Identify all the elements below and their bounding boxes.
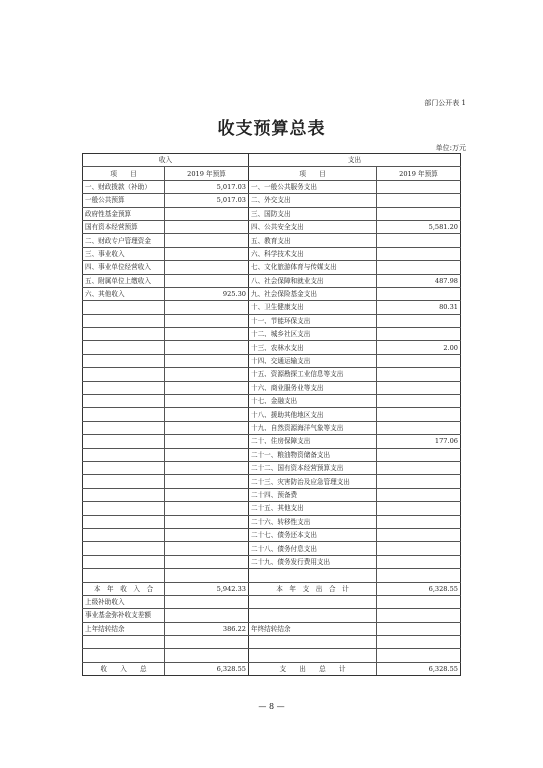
table-row — [83, 354, 461, 367]
income-budget-cell — [165, 488, 249, 501]
expense-item-cell: 二十五、其他支出 — [249, 502, 377, 515]
expense-item-cell: 九、社会保险基金支出 — [249, 287, 377, 300]
expense-budget-cell — [377, 247, 461, 260]
income-budget-cell — [165, 234, 249, 247]
income-budget-cell — [165, 395, 249, 408]
income-budget-cell — [165, 421, 249, 434]
expense-budget-cell — [377, 528, 461, 541]
expense-item-cell: 年终结转结余 — [249, 622, 377, 635]
table-row — [83, 234, 461, 247]
expense-item-cell: 二十九、债务发行费用支出 — [249, 555, 377, 568]
expense-group-header: 支出 — [249, 154, 461, 167]
expense-budget-cell: 6,328.55 — [377, 582, 461, 595]
income-item-cell: 国有资本经营预算 — [83, 220, 165, 233]
expense-item-cell: 四、公共安全支出 — [249, 220, 377, 233]
income-item-cell: 四、事业单位经营收入 — [83, 261, 165, 274]
table-row — [83, 461, 461, 474]
expense-budget-cell — [377, 234, 461, 247]
expense-budget-cell: 6,328.55 — [377, 662, 461, 675]
table-row — [83, 609, 461, 622]
expense-item-cell: 十一、节能环保支出 — [249, 314, 377, 327]
table-row — [83, 368, 461, 381]
income-item-cell — [83, 421, 165, 434]
income-item-cell — [83, 395, 165, 408]
table-row — [83, 595, 461, 608]
budget-table-body — [83, 154, 461, 676]
table-row — [83, 475, 461, 488]
expense-item-cell: 二十三、灾害防治及应急管理支出 — [249, 475, 377, 488]
page-number: — 8 — — [258, 702, 285, 711]
expense-item-cell: 八、社会保障和就业支出 — [249, 274, 377, 287]
income-group-header: 收入 — [83, 154, 249, 167]
income-budget-cell — [165, 381, 249, 394]
income-item-cell — [83, 341, 165, 354]
expense-item-cell: 二十一、粮油物资储备支出 — [249, 448, 377, 461]
table-row — [83, 261, 461, 274]
expense-item-cell: 二十八、债务付息支出 — [249, 542, 377, 555]
income-item-cell — [83, 475, 165, 488]
income-item-header: 项 目 — [83, 167, 165, 180]
income-budget-cell — [165, 595, 249, 608]
income-item-cell — [83, 435, 165, 448]
expense-item-cell — [249, 569, 377, 582]
income-item-cell — [83, 515, 165, 528]
expense-item-cell: 十、卫生健康支出 — [249, 301, 377, 314]
expense-budget-cell: 487.98 — [377, 274, 461, 287]
expense-item-cell: 本 年 支 出 合 计 — [249, 582, 377, 595]
group-header-row — [83, 154, 461, 167]
expense-item-cell: 十六、商业服务业等支出 — [249, 381, 377, 394]
table-row — [83, 247, 461, 260]
income-item-cell — [83, 328, 165, 341]
table-row — [83, 328, 461, 341]
expense-budget-cell — [377, 475, 461, 488]
expense-budget-cell — [377, 448, 461, 461]
table-row — [83, 502, 461, 515]
income-item-cell — [83, 314, 165, 327]
table-row — [83, 528, 461, 541]
table-row — [83, 555, 461, 568]
expense-item-cell: 二、外交支出 — [249, 194, 377, 207]
table-row — [83, 582, 461, 595]
table-row — [83, 435, 461, 448]
table-row — [83, 622, 461, 635]
expense-item-cell: 二十四、预备费 — [249, 488, 377, 501]
income-budget-cell — [165, 649, 249, 662]
income-budget-cell — [165, 247, 249, 260]
income-item-cell — [83, 542, 165, 555]
page-title: 收支预算总表 — [217, 119, 326, 139]
income-budget-cell — [165, 408, 249, 421]
expense-item-cell: 二十、住房保障支出 — [249, 435, 377, 448]
table-row — [83, 649, 461, 662]
income-item-cell: 上年结转结余 — [83, 622, 165, 635]
income-budget-cell: 5,942.33 — [165, 582, 249, 595]
income-item-cell: 三、事业收入 — [83, 247, 165, 260]
income-item-cell — [83, 368, 165, 381]
income-item-cell: 一、财政拨款（补助） — [83, 180, 165, 193]
table-row — [83, 287, 461, 300]
income-item-cell: 本 年 收 入 合 — [83, 582, 165, 595]
table-row — [83, 542, 461, 555]
table-row — [83, 314, 461, 327]
expense-item-cell: 十三、农林水支出 — [249, 341, 377, 354]
expense-budget-cell — [377, 636, 461, 649]
income-budget-cell: 6,328.55 — [165, 662, 249, 675]
income-budget-cell — [165, 207, 249, 220]
income-item-cell: 五、附属单位上缴收入 — [83, 274, 165, 287]
expense-item-cell: 十九、自然资源海洋气象等支出 — [249, 421, 377, 434]
income-budget-cell: 5,017.03 — [165, 194, 249, 207]
income-item-cell — [83, 649, 165, 662]
income-budget-cell — [165, 542, 249, 555]
income-budget-cell — [165, 515, 249, 528]
income-budget-header: 2019 年预算 — [165, 167, 249, 180]
income-budget-cell — [165, 314, 249, 327]
income-budget-cell: 925.30 — [165, 287, 249, 300]
income-item-cell — [83, 569, 165, 582]
income-budget-cell — [165, 261, 249, 274]
budget-table — [82, 153, 461, 676]
income-item-cell: 上级补助收入 — [83, 595, 165, 608]
table-row — [83, 421, 461, 434]
column-header-row — [83, 167, 461, 180]
income-budget-cell — [165, 274, 249, 287]
income-item-cell — [83, 354, 165, 367]
expense-budget-cell — [377, 502, 461, 515]
expense-budget-cell — [377, 542, 461, 555]
table-row — [83, 180, 461, 193]
table-row — [83, 341, 461, 354]
expense-budget-cell — [377, 194, 461, 207]
income-item-cell: 六、其他收入 — [83, 287, 165, 300]
income-budget-cell — [165, 448, 249, 461]
income-budget-cell — [165, 368, 249, 381]
expense-budget-cell: 80.31 — [377, 301, 461, 314]
table-row — [83, 408, 461, 421]
income-item-cell — [83, 408, 165, 421]
expense-budget-cell — [377, 408, 461, 421]
expense-item-cell: 十五、资源勘探工业信息等支出 — [249, 368, 377, 381]
income-budget-cell — [165, 528, 249, 541]
income-budget-cell — [165, 354, 249, 367]
income-item-cell: 政府性基金预算 — [83, 207, 165, 220]
expense-budget-cell — [377, 649, 461, 662]
income-budget-cell — [165, 609, 249, 622]
table-row — [83, 220, 461, 233]
income-budget-cell — [165, 328, 249, 341]
expense-item-cell: 二十七、债务还本支出 — [249, 528, 377, 541]
expense-item-cell — [249, 595, 377, 608]
expense-item-cell: 六、科学技术支出 — [249, 247, 377, 260]
expense-item-cell — [249, 636, 377, 649]
expense-budget-cell: 5,581.20 — [377, 220, 461, 233]
expense-item-cell: 七、文化旅游体育与传媒支出 — [249, 261, 377, 274]
expense-item-header: 项 目 — [249, 167, 377, 180]
expense-budget-cell — [377, 555, 461, 568]
income-item-cell — [83, 636, 165, 649]
expense-budget-cell: 177.06 — [377, 435, 461, 448]
income-item-cell — [83, 488, 165, 501]
form-number: 部门公开表 1 — [424, 99, 466, 107]
table-row — [83, 274, 461, 287]
expense-budget-cell — [377, 368, 461, 381]
expense-item-cell — [249, 649, 377, 662]
expense-item-cell: 十七、金融支出 — [249, 395, 377, 408]
income-budget-cell — [165, 341, 249, 354]
table-row — [83, 207, 461, 220]
expense-item-cell: 支 出 总 计 — [249, 662, 377, 675]
expense-budget-cell — [377, 328, 461, 341]
expense-item-cell: 二十六、转移性支出 — [249, 515, 377, 528]
table-row — [83, 381, 461, 394]
unit-label: 单位:万元 — [435, 144, 466, 152]
expense-item-cell: 十四、交通运输支出 — [249, 354, 377, 367]
income-budget-cell — [165, 301, 249, 314]
table-row — [83, 395, 461, 408]
expense-budget-cell — [377, 569, 461, 582]
expense-budget-cell — [377, 287, 461, 300]
expense-budget-cell — [377, 381, 461, 394]
income-item-cell: 事业基金弥补收支差额 — [83, 609, 165, 622]
expense-budget-cell — [377, 622, 461, 635]
table-row — [83, 569, 461, 582]
expense-budget-cell — [377, 595, 461, 608]
expense-budget-cell — [377, 515, 461, 528]
income-budget-cell — [165, 475, 249, 488]
income-budget-cell — [165, 435, 249, 448]
expense-item-cell: 一、一般公共服务支出 — [249, 180, 377, 193]
expense-budget-cell — [377, 461, 461, 474]
income-item-cell — [83, 528, 165, 541]
income-item-cell — [83, 301, 165, 314]
expense-item-cell: 五、教育支出 — [249, 234, 377, 247]
income-item-cell — [83, 502, 165, 515]
expense-item-cell: 十二、城乡社区支出 — [249, 328, 377, 341]
income-item-cell: 二、财政专户管理资金 — [83, 234, 165, 247]
income-item-cell: 一般公共预算 — [83, 194, 165, 207]
expense-item-cell: 二十二、国有资本经营预算支出 — [249, 461, 377, 474]
income-item-cell — [83, 555, 165, 568]
expense-item-cell: 十八、援助其他地区支出 — [249, 408, 377, 421]
expense-budget-cell — [377, 354, 461, 367]
income-budget-cell: 5,017.03 — [165, 180, 249, 193]
income-item-cell — [83, 381, 165, 394]
table-row — [83, 448, 461, 461]
expense-budget-cell — [377, 314, 461, 327]
expense-item-cell — [249, 609, 377, 622]
income-budget-cell — [165, 461, 249, 474]
expense-item-cell: 三、国防支出 — [249, 207, 377, 220]
table-row — [83, 488, 461, 501]
income-budget-cell — [165, 502, 249, 515]
table-row — [83, 515, 461, 528]
table-row — [83, 662, 461, 675]
expense-budget-cell — [377, 207, 461, 220]
table-row — [83, 194, 461, 207]
income-budget-cell — [165, 569, 249, 582]
expense-budget-cell — [377, 609, 461, 622]
table-row — [83, 301, 461, 314]
expense-budget-cell — [377, 395, 461, 408]
expense-budget-cell — [377, 180, 461, 193]
expense-budget-cell — [377, 261, 461, 274]
income-item-cell — [83, 461, 165, 474]
expense-budget-header: 2019 年预算 — [377, 167, 461, 180]
expense-budget-cell — [377, 488, 461, 501]
income-budget-cell: 386.22 — [165, 622, 249, 635]
income-item-cell: 收 入 总 — [83, 662, 165, 675]
income-item-cell — [83, 448, 165, 461]
income-budget-cell — [165, 636, 249, 649]
table-row — [83, 636, 461, 649]
expense-budget-cell: 2.00 — [377, 341, 461, 354]
income-budget-cell — [165, 555, 249, 568]
income-budget-cell — [165, 220, 249, 233]
expense-budget-cell — [377, 421, 461, 434]
